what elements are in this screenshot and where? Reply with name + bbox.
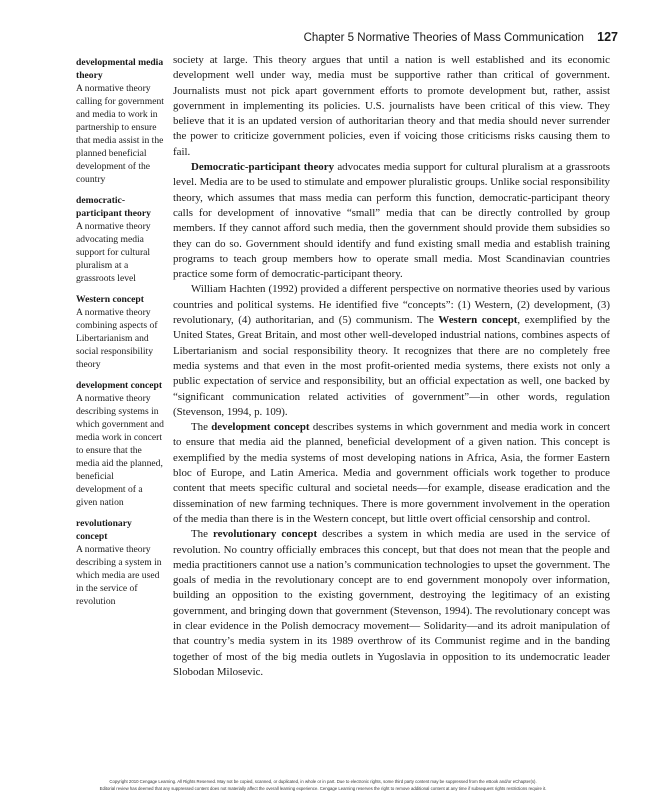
glossary-definition: A normative theory combining aspects of Libertarianism and social responsibility theory: [76, 307, 158, 370]
glossary-definition: A normative theory describing systems in which government and media work in concert to ensure that the media aid the planned, beneficial development of a given nation: [76, 393, 164, 508]
paragraph-text: describes a system in which media are used in the service of revolution. No country officially embraces this concept, but that does not mean that the people and media practitioners cannot use a nation’s communication technologies to upset the government. The goals of media in the revolutionary concept are to end government monopoly over information, building an opposition to the existing government, destroying the legitimacy of an existing government, and bringing down that government (Stevenson, 1994). The revolutionary concept was in clear evidence in the Polish democracy movement— Solidarity—and its adroit manipulation of that country’s media system in its 1989 overthrow of its Communist regime and in the banding together of most of the big media outlets in Yugoslavia in opposition to its undemocratic leader Slobodan Milosevic.: [173, 528, 611, 678]
glossary-definition: A normative theory calling for government and media to work in partnership to ensure that media assist in the planned beneficial development of the country: [76, 83, 164, 185]
key-term: Western concept: [438, 314, 518, 327]
paragraph-text: describes systems in which government and media work in concert to ensure that media aid the planned, beneficial development of a given nation. This concept is exemplified by the media systems of most developing nations in Africa, Asia, the former Eastern bloc of Europe, and Latin America. Media and government officials work together to produce content that meets specific cultural and societal needs—for example, disease eradication and the dissemination of new farming techniques. There is more government involvement in the operation of the media than there is in the Western concept, but little overt official censorship and control.: [173, 421, 611, 525]
glossary-entry: [76, 293, 164, 371]
paragraph-3: [173, 282, 610, 420]
paragraph-5: [173, 527, 610, 680]
paragraph-1: society at large. This theory argues that until a nation is well established and its economic development well under way, media must be supportive rather than critical of government. Journalists must not pick apart government efforts to promote development but, rather, assist government in implementing its policies. U.S. journalists have been critical of this view. They believe that it is an updated version of authoritarian theory and that media should never surrender the power to criticize government policies, even if voicing those criticisms risks causing them to fail.: [173, 54, 610, 158]
glossary-entry: [76, 56, 164, 186]
glossary-entry: [76, 194, 164, 285]
glossary-term: developmental media theory: [76, 57, 164, 81]
paragraph-text: The: [191, 528, 213, 541]
copyright-footer: [0, 778, 646, 792]
paragraph-text: The: [191, 421, 212, 434]
glossary-entry: [76, 379, 164, 509]
running-header: [60, 30, 618, 48]
glossary-term: democratic-participant theory: [76, 195, 151, 219]
chapter-title: Chapter 5 Normative Theories of Mass Communication: [303, 32, 584, 44]
copyright-line-1: Copyright 2010 Cengage Learning. All Rights Reserved. May not be copied, scanned, or duplicated, in whole or in part. Due to electronic rights, some third party content may be suppressed from the eBook and/or eChapter(s).: [109, 779, 537, 784]
key-term: Democratic-participant theory: [191, 161, 335, 174]
page-number: 127: [597, 30, 618, 44]
paragraph-text: , exemplified by the United States, Great Britain, and most other well-developed industrial nations, combines aspects of Libertarianism and social responsibility theory. It recognizes that there are no completely free media systems and that even in the most profit-oriented media systems, there exists not only a public expectation of service and responsibility, but an official expectation as well, one backed by “significant communication related activities of government”—in other words, regulation (Stevenson, 1994, p. 109).: [173, 314, 611, 418]
main-text: [173, 53, 610, 680]
paragraph-text: advocates media support for cultural pluralism at a grassroots level. Media are to be used to stimulate and empower pluralistic groups. Unlike social responsibility theory, which assumes that mass media can perform this function, democratic-participant theory calls for development of innovative “small” media that can be directly controlled by group members. If they cannot afford such media, then the government should provide them subsidies so they can do so. Government should identify and fund existing small media and establish training programs to teach group members how to operate small media. Most Scandinavian countries practice some form of democratic-participant theory.: [173, 161, 610, 281]
paragraph-2: [173, 160, 610, 282]
glossary-definition: A normative theory describing a system in which media are used in the service of revolution: [76, 544, 162, 607]
glossary-entry: [76, 517, 164, 608]
key-term: revolutionary concept: [213, 528, 318, 541]
paragraph-text: William Hachten (1992) provided a different perspective on normative theories used by various countries and political systems. He identified five “concepts”: (1) Western, (2) development, (3) revolutionary, (4) authoritarian, and (5) communism. The: [173, 283, 610, 327]
copyright-line-2: Editorial review has deemed that any suppressed content does not materially affect the overall learning experience. Cengage Learning reserves the right to remove additional content at any time if subsequent rights restrictions require it.: [99, 786, 547, 791]
glossary-definition: A normative theory advocating media support for cultural pluralism at a grassroots level: [76, 221, 151, 284]
glossary-term: Western concept: [76, 294, 144, 305]
margin-glossary: [76, 56, 164, 616]
key-term: development concept: [211, 421, 310, 434]
paragraph-4: [173, 420, 610, 527]
glossary-term: development concept: [76, 380, 163, 391]
glossary-term: revolutionary concept: [76, 518, 132, 542]
